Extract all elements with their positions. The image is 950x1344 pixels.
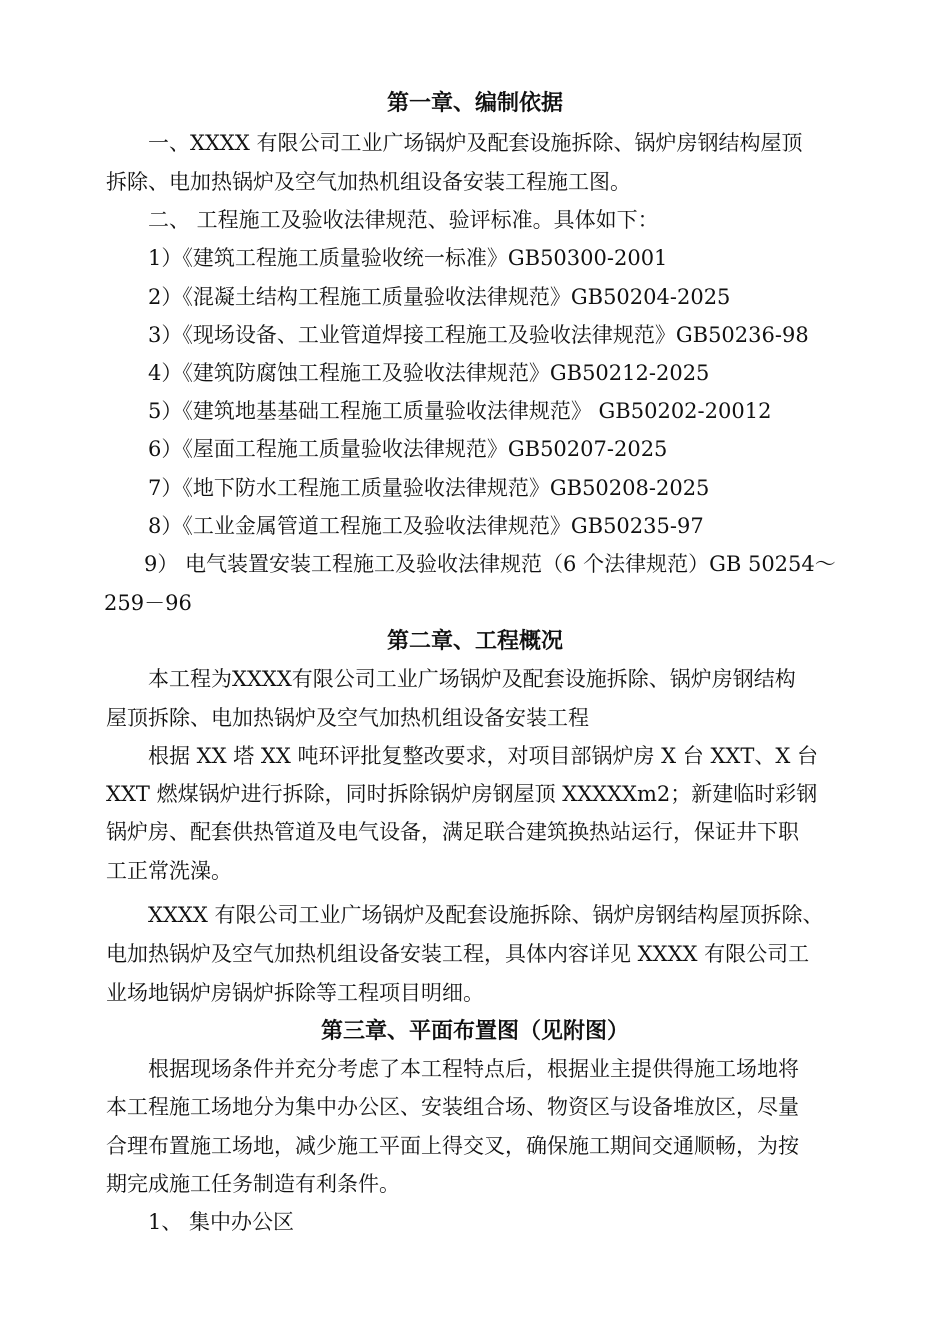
chapter2-para2-line4: 工正常洗澡。 <box>106 859 232 883</box>
chapter3-para1-line4: 期完成施工任务制造有利条件。 <box>106 1172 400 1196</box>
chapter2-para3-line3: 业场地锅炉房锅炉拆除等工程项目明细。 <box>106 981 484 1005</box>
chapter1-heading: 第一章、编制依据 <box>386 90 563 116</box>
standard-item-4: 4）《建筑防腐蚀工程施工及验收法律规范》GB50212-2025 <box>148 361 710 385</box>
chapter3-para1-line2: 本工程施工场地分为集中办公区、安装组合场、物资区与设备堆放区，尽量 <box>106 1095 799 1119</box>
standard-item-5: 5）《建筑地基基础工程施工质量验收法律规范》 GB50202-20012 <box>148 399 772 423</box>
standard-item-9-line1: 9） 电气装置安装工程施工及验收法律规范（6 个法律规范）GB 50254～ <box>144 552 836 576</box>
chapter3-para1-line3: 合理布置施工场地，减少施工平面上得交叉，确保施工期间交通顺畅，为按 <box>106 1134 799 1158</box>
chapter2-para3-line1: XXXX 有限公司工业广场锅炉及配套设施拆除、锅炉房钢结构屋顶拆除、 <box>148 903 824 927</box>
standard-item-3: 3）《现场设备、工业管道焊接工程施工及验收法律规范》GB50236-98 <box>148 323 809 347</box>
chapter3-para1-line1: 根据现场条件并充分考虑了本工程特点后，根据业主提供得施工场地将 <box>148 1057 799 1081</box>
chapter1-para1-line2: 拆除、电加热锅炉及空气加热机组设备安装工程施工图。 <box>106 170 631 194</box>
chapter2-para2-line2: XXT 燃煤锅炉进行拆除，同时拆除锅炉房钢屋顶 XXXXXm2；新建临时彩钢 <box>106 782 818 806</box>
chapter3-item-1: 1、 集中办公区 <box>148 1210 295 1234</box>
chapter2-para1-line2: 屋顶拆除、电加热锅炉及空气加热机组设备安装工程 <box>106 706 589 730</box>
chapter1-para2: 二、 工程施工及验收法律规范、验评标准。具体如下： <box>148 208 659 232</box>
chapter2-heading: 第二章、工程概况 <box>386 628 563 654</box>
chapter2-para1-line1: 本工程为XXXX有限公司工业广场锅炉及配套设施拆除、锅炉房钢结构 <box>148 667 796 691</box>
standard-item-1: 1）《建筑工程施工质量验收统一标准》GB50300-2001 <box>148 246 668 270</box>
standard-item-2: 2）《混凝土结构工程施工质量验收法律规范》GB50204-2025 <box>148 285 731 309</box>
chapter2-para3-line2: 电加热锅炉及空气加热机组设备安装工程，具体内容详见 XXXX 有限公司工 <box>106 942 810 966</box>
standard-item-8: 8）《工业金属管道工程施工及验收法律规范》GB50235-97 <box>148 514 704 538</box>
chapter1-para1-line1: 一、XXXX 有限公司工业广场锅炉及配套设施拆除、锅炉房钢结构屋顶 <box>148 131 803 155</box>
standard-item-6: 6）《屋面工程施工质量验收法律规范》GB50207-2025 <box>148 437 668 461</box>
chapter3-heading: 第三章、平面布置图（见附图） <box>320 1018 629 1044</box>
chapter2-para2-line1: 根据 XX 塔 XX 吨环评批复整改要求，对项目部锅炉房 X 台 XXT、X 台 <box>148 744 819 768</box>
standard-item-9-line2: 259－96 <box>104 591 192 615</box>
standard-item-7: 7）《地下防水工程施工质量验收法律规范》GB50208-2025 <box>148 476 710 500</box>
chapter2-para2-line3: 锅炉房、配套供热管道及电气设备，满足联合建筑换热站运行，保证井下职 <box>106 820 799 844</box>
